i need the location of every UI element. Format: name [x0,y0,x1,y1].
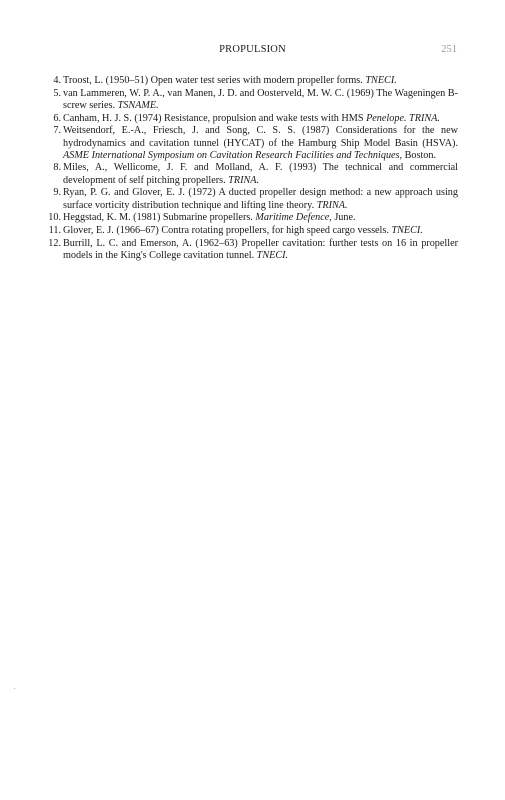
reference-text: Canham, H. J. S. (1974) Resistance, propulsion and wake tests with HMS [63,112,367,124]
reference-source: TNECI. [391,224,423,236]
reference-source: ASME International Symposium on Cavitation Research Facilities and Techniques, [63,149,403,161]
reference-item [50,75,458,87]
reference-item [50,88,458,112]
reference-text: van Lammeren, W. P. A., van Manen, J. D. and Oosterveld, M. W. C. (1969) The Wageningen B-screw series. [63,87,458,111]
reference-text: Troost, L. (1950–51) Open water test series with modern propeller forms. [63,75,366,86]
reference-number: 7. [53,125,61,137]
reference-source: TNECI. [365,75,397,86]
page-number: 251 [441,44,457,55]
reference-text: Weitsendorf, E.-A., Friesch, J. and Song, C. S. S. (1987) Considerations for the new hydrodynamics and cavitation tunnel (HYCAT) of the Hamburg Ship Model Basin (HSVA). [63,125,458,149]
reference-number: 9. [53,187,61,199]
reference-source: TRINA. [316,199,348,211]
reference-item [50,113,458,125]
reference-tail: June. [331,212,356,224]
reference-number: 5. [53,87,61,99]
reference-number: 8. [53,162,61,174]
reference-number: 4. [53,75,61,86]
reference-source: TNECI. [256,249,289,261]
reference-item [50,225,458,237]
reference-list [50,75,458,263]
reference-text: Glover, E. J. (1966–67) Contra rotating propellers, for high speed cargo vessels. [63,224,392,236]
reference-tail: Boston. [402,149,437,161]
reference-source: TRINA. [228,174,260,186]
reference-item [50,238,458,262]
scan-speck [14,688,15,689]
reference-source: Penelope. TRINA. [366,112,440,124]
reference-text: Heggstad, K. M. (1981) Submarine propellers. [63,212,256,224]
reference-item [50,187,458,211]
reference-source: Maritime Defence, [255,212,332,224]
reference-number: 11. [48,224,61,236]
reference-item [50,162,458,186]
reference-item [50,125,458,162]
reference-text: Miles, A., Wellicome, J. F. and Molland, A. F. (1993) The technical and commercial development of self pitching propellers. [63,162,458,186]
reference-number: 6. [53,112,61,124]
reference-item [50,212,458,224]
running-head [0,44,505,60]
reference-text: Ryan, P. G. and Glover, E. J. (1972) A ducted propeller design method: a new approach using surface vorticity distribution technique and lifting line theory. [63,187,458,211]
reference-source: TSNAME. [117,99,159,111]
reference-text: Burrill, L. C. and Emerson, A. (1962–63) Propeller cavitation: further tests on 16 in propeller models in the King's College cavitation tunnel. [63,237,458,261]
reference-number: 12. [48,237,61,249]
reference-number: 10. [48,212,61,224]
running-title: PROPULSION [219,44,286,55]
